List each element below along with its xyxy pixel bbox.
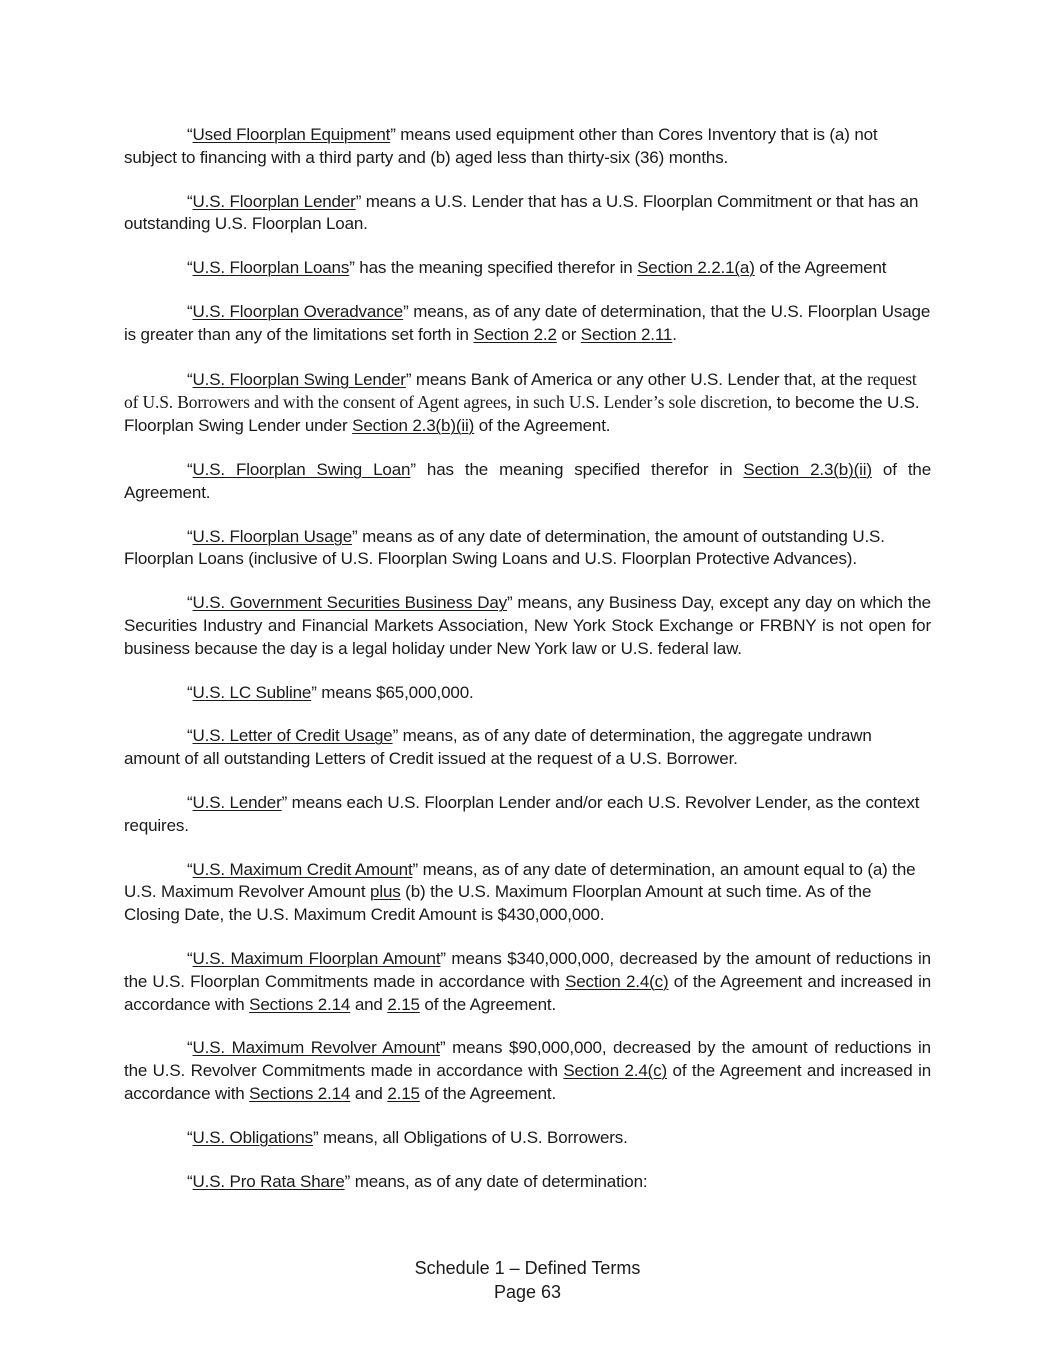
- definition-text: “: [187, 726, 193, 746]
- definition-text: ” means each U.S. Floorplan Lender and/or each U.S. Revolver Lender, as the context requires.: [124, 792, 920, 835]
- defined-term: U.S. Government Securities Business Day: [192, 593, 507, 613]
- definition-text: ” means $90,000,000, decreased by the amount of reductions in the U.S. Revolver Commitments made in accordance with: [124, 1038, 931, 1081]
- footer-page-number: Page 63: [493, 1281, 562, 1302]
- defined-term: U.S. Obligations: [192, 1127, 313, 1147]
- definition-text: of the Agreement.: [474, 416, 611, 436]
- section-reference: Section 2.2.1(a): [637, 258, 755, 278]
- section-reference: Section 2.3(b)(ii): [743, 459, 872, 479]
- definition-text: and: [350, 994, 388, 1014]
- definition-text: of the Agreement.: [124, 459, 932, 502]
- definition-text: ” means a U.S. Lender that has a U.S. Floorplan Commitment or that has an outstanding U.S. Floorplan Loan.: [124, 191, 919, 234]
- definition-text: ” means, as of any date of determination, that the U.S. Floorplan Usage is greater than any of the limitations set forth in: [124, 301, 931, 344]
- definition-text: .: [672, 324, 677, 344]
- defined-term: U.S. Pro Rata Share: [192, 1171, 345, 1191]
- definition-us-floorplan-lender: [124, 191, 931, 237]
- definition-text: of the Agreement: [754, 258, 887, 278]
- definition-us-lc-subline: [124, 682, 931, 705]
- footer-schedule-title: Schedule 1 – Defined Terms: [414, 1258, 641, 1278]
- definition-text: “: [187, 526, 193, 546]
- definitions-body: [124, 124, 931, 1214]
- section-reference: 2.15: [387, 1083, 420, 1103]
- defined-term: U.S. Maximum Revolver Amount: [192, 1038, 440, 1058]
- definition-text: “: [187, 369, 193, 389]
- definition-text: ” means Bank of America or any other U.S. Lender that, at the: [405, 369, 868, 389]
- defined-term: U.S. Lender: [192, 792, 282, 812]
- defined-term: U.S. Floorplan Usage: [192, 526, 353, 546]
- section-reference: 2.15: [387, 994, 420, 1014]
- definition-text: ” means $65,000,000.: [311, 682, 474, 702]
- definition-text: “: [187, 859, 193, 879]
- defined-term: U.S. Maximum Credit Amount: [192, 859, 413, 879]
- definition-text: “: [187, 125, 193, 144]
- definition-us-floorplan-usage: [124, 526, 931, 572]
- definition-us-maximum-credit-amount: [124, 859, 931, 927]
- section-reference: Section 2.3(b)(ii): [352, 416, 475, 436]
- definition-us-government-securities-business-day: [124, 592, 931, 660]
- definition-text: or: [556, 324, 581, 344]
- definition-text: “: [187, 1038, 193, 1058]
- definition-text: “: [187, 948, 193, 968]
- definition-us-floorplan-swing-lender: [124, 368, 931, 438]
- defined-term: U.S. Floorplan Swing Loan: [192, 459, 411, 479]
- definition-text: “: [187, 1171, 193, 1191]
- definition-us-floorplan-loans: [124, 257, 931, 280]
- definition-text: ” means as of any date of determination, the amount of outstanding U.S. Floorplan Loans (inclusive of U.S. Floorplan Swing Loans and U.S. Floorplan Protective Advances).: [124, 526, 885, 569]
- definition-text: of the Agreement.: [419, 994, 557, 1014]
- section-reference: Section 2.4(c): [563, 1061, 668, 1081]
- section-reference: Sections 2.14: [249, 994, 351, 1014]
- definition-text: “: [187, 191, 193, 211]
- section-reference: plus: [370, 882, 401, 902]
- defined-term: U.S. Floorplan Swing Lender: [192, 369, 406, 389]
- defined-term: U.S. Floorplan Lender: [192, 191, 356, 211]
- definition-text: “: [187, 258, 193, 278]
- definition-text: “: [187, 301, 193, 321]
- definition-text: ” has the meaning specified therefor in: [349, 258, 638, 278]
- definition-text: ” means, all Obligations of U.S. Borrowers.: [312, 1127, 628, 1147]
- definition-text: ” means $340,000,000, decreased by the amount of reductions in the U.S. Floorplan Commitments made in accordance with: [124, 948, 931, 991]
- definition-us-lender: [124, 792, 931, 838]
- definition-text: “: [187, 1127, 193, 1147]
- defined-term: Used Floorplan Equipment: [192, 125, 391, 144]
- defined-term: U.S. Maximum Floorplan Amount: [192, 948, 441, 968]
- definition-text: request of U.S. Borrowers and with the consent of Agent agrees, in such U.S. Lender’s sole discretion,: [124, 368, 917, 413]
- definition-us-maximum-floorplan-amount: [124, 948, 931, 1016]
- definition-us-pro-rata-share: [124, 1171, 931, 1194]
- defined-term: U.S. Letter of Credit Usage: [192, 726, 393, 746]
- definition-text: to become the U.S. Floorplan Swing Lender under: [124, 393, 920, 436]
- definition-text: of the Agreement and increased in accordance with: [124, 971, 931, 1014]
- definition-us-letter-of-credit-usage: [124, 725, 931, 771]
- definition-text: ” means, as of any date of determination:: [344, 1171, 648, 1191]
- section-reference: Sections 2.14: [249, 1083, 351, 1103]
- section-reference: Section 2.4(c): [565, 971, 669, 991]
- definition-text: ” means used equipment other than Cores Inventory that is (a) not subject to financing with a third party and (b) aged less than thirty-six (36) months.: [124, 125, 878, 167]
- definition-text: ” means, as of any date of determination, an amount equal to (a) the U.S. Maximum Revolver Amount: [124, 859, 916, 902]
- definition-text: ” means, as of any date of determination, the aggregate undrawn amount of all outstanding Letters of Credit issued at the request of a U.S. Borrower.: [124, 726, 872, 769]
- definition-text: of the Agreement.: [419, 1083, 557, 1103]
- definition-us-maximum-revolver-amount: [124, 1037, 931, 1105]
- definition-text: ” has the meaning specified therefor in: [410, 459, 744, 479]
- defined-term: U.S. Floorplan Overadvance: [192, 301, 404, 321]
- definition-us-floorplan-overadvance: [124, 301, 931, 347]
- definition-text: of the Agreement and increased in accordance with: [124, 1061, 932, 1103]
- definition-text: “: [187, 459, 193, 479]
- section-reference: Section 2.11: [580, 324, 673, 344]
- definition-us-floorplan-swing-loan: [124, 459, 931, 505]
- page-footer: [0, 1257, 1055, 1304]
- definition-used-floorplan-equipment: [124, 124, 931, 170]
- definition-text: (b) the U.S. Maximum Floorplan Amount at such time. As of the Closing Date, the U.S. Maximum Credit Amount is $430,000,000.: [124, 882, 872, 925]
- definition-text: “: [187, 792, 193, 812]
- definition-text: ” means, any Business Day, except any day on which the Securities Industry and Financial Markets Association, New York Stock Exchange or FRBNY is not open for business because the day is a legal holiday under New York law or U.S. federal law.: [124, 593, 931, 658]
- defined-term: U.S. Floorplan Loans: [192, 258, 350, 278]
- defined-term: U.S. LC Subline: [192, 682, 312, 702]
- section-reference: Section 2.2: [473, 324, 557, 344]
- definition-text: and: [350, 1083, 388, 1103]
- definition-us-obligations: [124, 1127, 931, 1150]
- definition-text: “: [187, 682, 193, 702]
- definition-text: “: [187, 593, 193, 613]
